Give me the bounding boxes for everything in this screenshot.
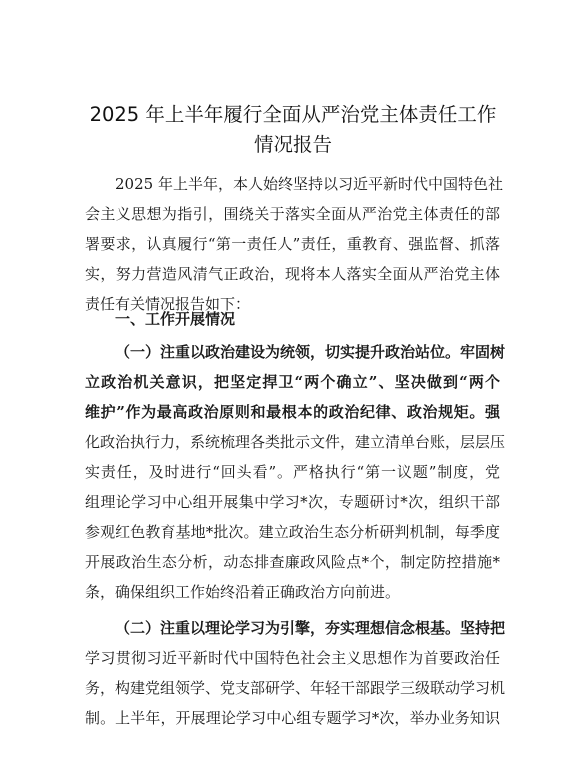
- paragraph-line: 参观红色教育基地*批次。建立政治生态分析研判机制，每季度: [85, 523, 500, 541]
- intro-line: 实，努力营造风清气正政治，现将本人落实全面从严治党主体: [85, 265, 500, 283]
- paragraph-line: （一）注重以政治建设为统领，切实提升政治站位。牢固树: [115, 343, 506, 361]
- paragraph-line: 实责任，及时进行“回头看”。严格执行“第一议题”制度，党: [85, 463, 500, 481]
- paragraph-line: 务，构建党组领学、党支部研学、年轻干部跟学三级联动学习机: [85, 679, 506, 697]
- paragraph-line: 立政治机关意识，把坚定捍卫“两个确立”、坚决做到“两个: [85, 373, 500, 391]
- paragraph-line: 学习贯彻习近平新时代中国特色社会主义思想作为首要政治任: [85, 649, 500, 667]
- document-title-line-2: 情况报告: [253, 133, 332, 156]
- paragraph-line: 制。上半年，开展理论学习中心组专题学习*次，举办业务知识: [85, 709, 500, 727]
- intro-line: 责任有关情况报告如下：: [85, 295, 251, 313]
- intro-line: 2025 年上半年，本人始终坚持以习近平新时代中国特色社: [115, 175, 503, 193]
- section-heading: 一、工作开展情况: [115, 310, 236, 328]
- paragraph-line: 组理论学习中心组开展集中学习*次，专题研讨*次，组织干部: [85, 493, 500, 511]
- document-title-line-1: 2025 年上半年履行全面从严治党主体责任工作: [89, 103, 497, 126]
- intro-line: 会主义思想为指引，围绕关于落实全面从严治党主体责任的部: [85, 205, 500, 223]
- paragraph-line: 开展政治生态分析，动态排查廉政风险点*个，制定防控措施*: [85, 553, 500, 571]
- intro-line: 署要求，认真履行“第一责任人”责任，重教育、强监督、抓落: [85, 235, 500, 253]
- paragraph-line: 条，确保组织工作始终沿着正确政治方向前进。: [85, 583, 401, 601]
- paragraph-line: 化政治执行力，系统梳理各类批示文件，建立清单台账，层层压: [85, 433, 506, 451]
- paragraph-line: （二）注重以理论学习为引擎，夯实理想信念根基。坚持把: [115, 619, 506, 637]
- paragraph-line: 维护”作为最高政治原则和最根本的政治纪律、政治规矩。强: [85, 403, 500, 421]
